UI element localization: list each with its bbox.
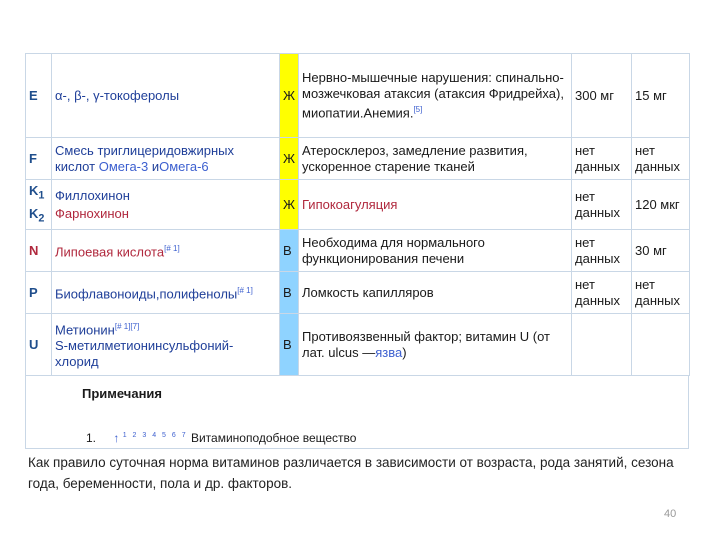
child-dose-cell bbox=[632, 314, 690, 376]
substance-cell bbox=[52, 272, 280, 314]
substance-cell bbox=[52, 180, 280, 230]
note-item bbox=[86, 431, 356, 445]
omega3-link[interactable]: Омега-3 bbox=[98, 158, 149, 174]
adult-dose-cell: нет данных bbox=[572, 272, 632, 314]
substance-text: α-, β-, γ-токоферолы bbox=[55, 87, 180, 103]
notes-section bbox=[25, 376, 689, 449]
reference-link[interactable]: [5] bbox=[413, 104, 423, 114]
substance-cell bbox=[52, 314, 280, 376]
table-row bbox=[26, 54, 690, 138]
child-dose-cell: 15 мг bbox=[632, 54, 690, 138]
solubility-cell: Ж bbox=[280, 138, 299, 180]
note-number: 1. bbox=[86, 431, 97, 446]
subscript: 1 bbox=[38, 189, 45, 202]
vitamin-letter: N bbox=[26, 230, 52, 272]
adult-dose-cell: нет данных bbox=[572, 138, 632, 180]
back-arrow-icon[interactable]: ↑ bbox=[113, 431, 120, 446]
substance-text: Смесь триглицеридовжирных кислот bbox=[55, 142, 234, 174]
substance-text: S-метилметионинсульфоний-хлорид bbox=[55, 338, 234, 370]
substance-text: Липоевая кислота bbox=[55, 244, 165, 260]
effects-cell: Гипокоагуляция bbox=[299, 180, 572, 230]
letter-k1: K bbox=[29, 183, 39, 198]
substance-text: и bbox=[148, 158, 160, 174]
adult-dose-cell: нет данных bbox=[572, 230, 632, 272]
notes-title: Примечания bbox=[82, 386, 163, 402]
note-text: Витаминоподобное вещество bbox=[190, 431, 357, 446]
omega6-link[interactable]: Омега-6 bbox=[159, 158, 209, 174]
substance-text: Фарнохинон bbox=[55, 205, 129, 221]
child-dose-cell: нет данных bbox=[632, 272, 690, 314]
vitamin-letter: F bbox=[26, 138, 52, 180]
ulcer-link[interactable]: язва bbox=[375, 344, 403, 360]
reference-link[interactable]: [# 1] bbox=[164, 244, 180, 254]
vitamin-letter: U bbox=[26, 314, 52, 376]
adult-dose-cell bbox=[572, 314, 632, 376]
solubility-cell: Ж bbox=[280, 180, 299, 230]
adult-dose-cell: 300 мг bbox=[572, 54, 632, 138]
vitamin-table-frame bbox=[25, 53, 689, 446]
table-row bbox=[26, 230, 690, 272]
table-row bbox=[26, 314, 690, 376]
child-dose-cell: 120 мкг bbox=[632, 180, 690, 230]
substance-text: Метионин bbox=[55, 322, 115, 338]
letter-k2: K bbox=[29, 205, 39, 221]
solubility-cell: В bbox=[280, 272, 299, 314]
adult-dose-cell: нет данных bbox=[572, 180, 632, 230]
solubility-cell: В bbox=[280, 230, 299, 272]
table-row bbox=[26, 272, 690, 314]
solubility-cell: Ж bbox=[280, 54, 299, 138]
effects-text: Нервно-мышечные нарушения: спинально-мозжечковая атаксия (атаксия Фридрейха), миопатии.Анемия. bbox=[302, 69, 564, 121]
substance-text: Биофлавоноиды,полифенолы bbox=[55, 286, 238, 302]
effects-cell: Ломкость капилляров bbox=[299, 272, 572, 314]
substance-text: Филлохинон bbox=[55, 187, 130, 203]
caption-text: Как правило суточная норма витаминов различается в зависимости от возраста, рода занятий, сезона года, беременности, пола и др. факторов. bbox=[28, 455, 674, 491]
effects-text: ) bbox=[402, 344, 407, 360]
table-row bbox=[26, 180, 690, 230]
back-references[interactable]: 1 2 3 4 5 6 7 bbox=[122, 432, 188, 440]
substance-cell bbox=[52, 230, 280, 272]
vitamin-letter bbox=[26, 180, 52, 230]
child-dose-cell: нет данных bbox=[632, 138, 690, 180]
effects-text: Противоязвенный фактор; витамин U (от лат. ulcus — bbox=[302, 328, 550, 360]
reference-link[interactable]: [# 1][7] bbox=[114, 322, 140, 332]
vitamin-letter: P bbox=[26, 272, 52, 314]
effects-cell: Необходима для нормального функционирования печени bbox=[299, 230, 572, 272]
substance-cell bbox=[52, 54, 280, 138]
effects-cell: Атеросклероз, замедление развития, ускоренное старение тканей bbox=[299, 138, 572, 180]
page-number: 40 bbox=[664, 508, 677, 520]
child-dose-cell: 30 мг bbox=[632, 230, 690, 272]
vitamin-letter: E bbox=[26, 54, 52, 138]
subscript: 2 bbox=[38, 212, 45, 225]
effects-cell bbox=[299, 314, 572, 376]
solubility-cell: В bbox=[280, 314, 299, 376]
table-row bbox=[26, 138, 690, 180]
substance-cell bbox=[52, 138, 280, 180]
reference-link[interactable]: [# 1] bbox=[237, 286, 253, 296]
vitamin-table bbox=[25, 53, 690, 376]
effects-cell bbox=[299, 54, 572, 138]
